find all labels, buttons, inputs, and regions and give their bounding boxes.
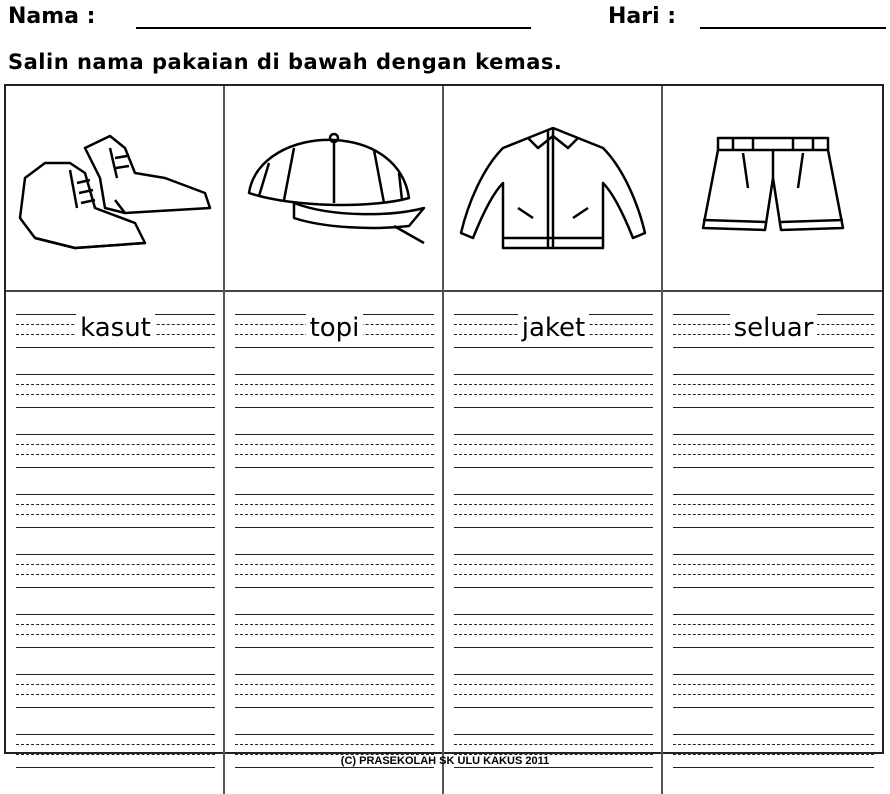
writing-line[interactable] [454,614,653,648]
instruction: Salin nama pakaian di bawah dengan kemas. [8,50,563,74]
writing-line[interactable] [673,674,874,708]
column-seluar [663,86,882,794]
column-topi [225,86,444,794]
word-line [16,314,215,348]
picture-cell [663,86,882,292]
writing-lines [444,292,661,768]
shoes-icon [15,108,215,268]
writing-line[interactable] [454,434,653,468]
word-kasut: kasut [16,313,215,343]
writing-line[interactable] [673,374,874,408]
writing-line[interactable] [673,554,874,588]
shorts-icon [673,108,873,268]
writing-line[interactable] [16,614,215,648]
header-row [8,4,886,34]
writing-lines [225,292,442,768]
picture-cell [444,86,661,292]
writing-line[interactable] [235,614,434,648]
word-jaket: jaket [454,313,653,343]
writing-line[interactable] [454,554,653,588]
writing-line[interactable] [673,614,874,648]
writing-line[interactable] [16,674,215,708]
column-jaket [444,86,663,794]
writing-line[interactable] [454,494,653,528]
writing-line[interactable] [235,434,434,468]
word-topi: topi [235,313,434,343]
writing-line[interactable] [16,554,215,588]
writing-line[interactable] [16,434,215,468]
name-write-line[interactable] [136,27,531,29]
word-line [454,314,653,348]
word-line [673,314,874,348]
writing-line[interactable] [673,494,874,528]
day-label: Hari : [608,4,677,29]
writing-line[interactable] [16,374,215,408]
worksheet-grid [4,84,884,754]
cap-icon [234,108,434,268]
day-write-line[interactable] [700,27,886,29]
name-label: Nama : [8,4,96,29]
writing-line[interactable] [16,494,215,528]
writing-line[interactable] [454,374,653,408]
picture-cell [225,86,442,292]
jacket-icon [453,108,653,268]
writing-lines [6,292,223,768]
word-seluar: seluar [673,313,874,343]
writing-line[interactable] [673,434,874,468]
column-kasut [6,86,225,794]
writing-line[interactable] [235,374,434,408]
word-line [235,314,434,348]
writing-line[interactable] [235,674,434,708]
writing-line[interactable] [235,554,434,588]
writing-line[interactable] [235,494,434,528]
copyright-footer: (C) PRASEKOLAH SK ULU KAKUS 2011 [340,755,550,767]
writing-lines [663,292,882,768]
picture-cell [6,86,223,292]
writing-line[interactable] [454,674,653,708]
